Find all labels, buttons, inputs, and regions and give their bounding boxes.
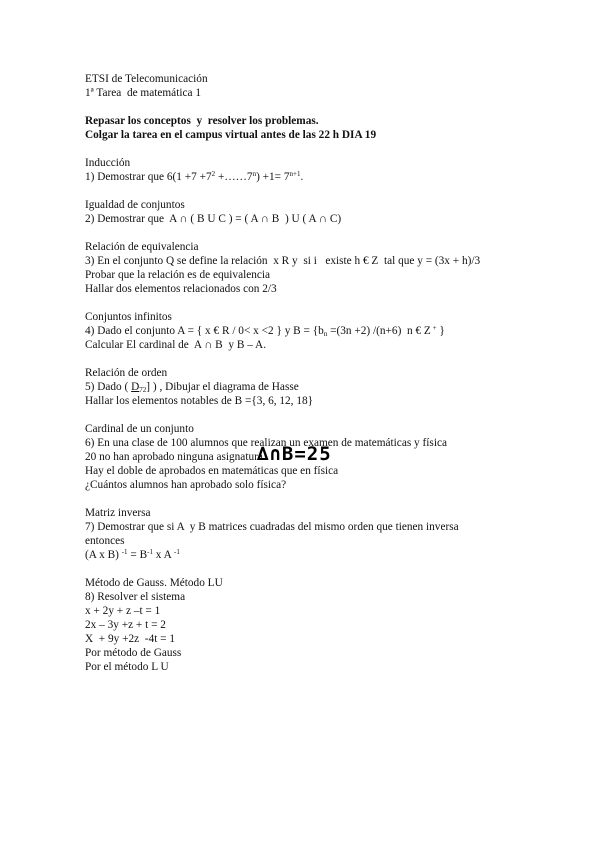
handwritten-answer: ∆∩B=25 xyxy=(257,443,332,465)
problem-3-line-1: 3) En el conjunto Q se define la relación x R y si i existe h € Z tal que y = (3x + h)/3 xyxy=(85,255,481,267)
document-page xyxy=(85,72,555,674)
problem-5-line-2: Hallar los elementos notables de B ={3, 6, 12, 18} xyxy=(85,395,314,407)
problem-7-line-2: entonces xyxy=(85,535,125,547)
method-gauss: Por método de Gauss xyxy=(85,647,182,659)
section-title-orden: Relación de orden xyxy=(85,367,168,379)
task-title: 1ª Tarea de matemática 1 xyxy=(85,87,201,99)
instruction-line-2: Colgar la tarea en el campus virtual antes de las 22 h DIA 19 xyxy=(85,129,377,141)
problem-6-line-4: ¿Cuántos alumnos han aprobado solo física? xyxy=(85,479,287,491)
problem-3-line-3: Hallar dos elementos relacionados con 2/3 xyxy=(85,283,277,295)
problem-7-line-1: 7) Demostrar que si A y B matrices cuadradas del mismo orden que tienen inversa xyxy=(85,521,459,533)
section-title-equivalencia: Relación de equivalencia xyxy=(85,241,199,253)
section-title-cardinal: Cardinal de un conjunto xyxy=(85,423,194,435)
problem-5-line-1: 5) Dado ( $D_{72}$] ) , Dibujar el diagrama de Hasse xyxy=(85,381,299,394)
problem-1: 1) Demostrar que $6(1 +7 +7^2$ $+\dots\dots 7^n) +1= 7^{n+1}$. xyxy=(85,170,304,183)
section-title-infinitos: Conjuntos infinitos xyxy=(85,311,172,323)
section-title-inversa: Matriz inversa xyxy=(85,507,151,519)
problem-8-line-1: 8) Resolver el sistema xyxy=(85,591,186,603)
method-lu: Por el método L U xyxy=(85,661,169,673)
school-name: ETSI de Telecomunicación xyxy=(85,73,208,85)
equation-1: x + 2y + z –t = 1 xyxy=(85,605,161,617)
problem-6-line-3: Hay el doble de aprobados en matemáticas que en física xyxy=(85,465,339,477)
equation-2: 2x – 3y +z + t = 2 xyxy=(85,619,166,631)
section-title-induccion: Inducción xyxy=(85,157,131,169)
problem-4-line-1: 4) Dado el conjunto A = { x € R / 0< x <2 } y $B = \{b_n =(3n +2)$ /(n+6) n € Z + } xyxy=(85,324,445,338)
equation-3: X + 9y +2z -4t = 1 xyxy=(85,633,176,645)
problem-6-line-1: 6) En una clase de 100 alumnos que realizan un examen de matemáticas y física xyxy=(85,437,447,449)
section-title-gauss: Método de Gauss. Método LU xyxy=(85,577,223,589)
problem-7-formula: (A x B) $^{-1} = B^{-1}$ x A $^{-1}$ xyxy=(85,548,180,561)
section-title-igualdad: Igualdad de conjuntos xyxy=(85,199,185,211)
problem-4-line-2: Calcular El cardinal de A ∩ B y B – A. xyxy=(85,339,267,351)
problem-3-line-2: Probar que la relación es de equivalencia xyxy=(85,269,271,281)
instruction-line-1: Repasar los conceptos y resolver los problemas. xyxy=(85,115,319,127)
problem-2: 2) Demostrar que A ∩ ( B U C ) = ( A ∩ B ) U ( A ∩ C) xyxy=(85,213,342,225)
problem-6-line-2: 20 no han aprobado ninguna asignatura xyxy=(85,451,263,463)
